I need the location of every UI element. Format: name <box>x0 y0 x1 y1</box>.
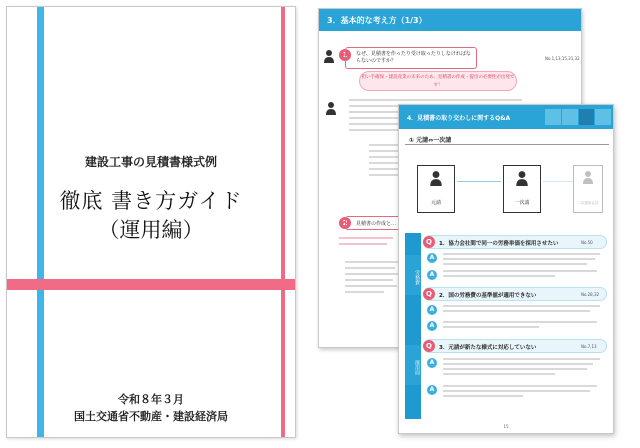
q-icon: Q <box>423 288 435 300</box>
a-icon: A <box>427 385 437 395</box>
person-icon <box>582 170 594 184</box>
body-text-block <box>339 237 399 249</box>
chapter-tabs <box>545 109 611 125</box>
a-icon: A <box>427 253 437 263</box>
flow-arrow <box>543 181 573 182</box>
answer-text <box>443 385 603 400</box>
page-a-header: 3．基本的な考え方（1/3） <box>319 9 581 31</box>
cover-title: 徹底 書き方ガイド <box>59 189 243 213</box>
contract-flow-diagram <box>413 157 603 213</box>
person-icon <box>325 101 337 115</box>
person-icon <box>515 170 529 186</box>
question-number-badge: 2 <box>339 217 351 229</box>
question-reference: No.50 <box>581 240 593 245</box>
side-tab-labor-cost: 労務費 <box>405 255 421 295</box>
section-divider <box>405 144 609 145</box>
a-icon: A <box>427 321 437 331</box>
a-icon: A <box>427 358 437 368</box>
q-icon: Q <box>423 340 435 352</box>
body-text-block <box>345 261 401 297</box>
subcontractor-box: 一次請 <box>503 165 541 213</box>
person-icon <box>429 170 443 186</box>
question-reference: No.28,32 <box>581 292 600 297</box>
cover-subtitle: 建設工事の見積書様式例 <box>84 155 217 169</box>
cover-pink-horizontal-stripe <box>7 279 295 290</box>
answer-text <box>443 270 603 280</box>
cover-title-sub: （運用編） <box>98 218 204 242</box>
qa-page <box>398 104 614 434</box>
page-number: 15 <box>503 424 509 429</box>
cover-organization: 国土交通省不動産・建設経済局 <box>74 410 228 423</box>
cover-page <box>6 6 296 438</box>
question-text: 3．元請が新たな様式に対応していない <box>439 345 537 351</box>
question-text: 1．協力会社間で同一の労務単価を採用させたい <box>439 241 559 247</box>
answer-text <box>443 321 603 331</box>
answer-text <box>443 305 603 315</box>
question-text: 2．国の労務費の基準値が適用できない <box>439 293 537 299</box>
second-tier-box: 二次請負会社 <box>573 165 603 213</box>
question-box: なぜ、見積書を作ったり受け取ったりしなければならないのですか？ <box>345 47 477 69</box>
side-tab-operation: 運用面 <box>405 345 421 385</box>
answer-highlight-band: 担い手確保・建設産業の未来のため、見積書の作成・提出の必要性が出発です！ <box>359 71 517 91</box>
section-title: ① 元請⇔一次請 <box>409 137 452 144</box>
page-b-header: 4．見積書の取り交わしに関するQ&A <box>399 105 613 129</box>
answer-text <box>443 253 603 268</box>
question-reference: No.1,13,15,31,32 <box>545 56 580 61</box>
prime-contractor-box: 元請 <box>417 165 455 213</box>
q-icon: Q <box>423 236 435 248</box>
question-reference: No.7,13 <box>581 344 597 349</box>
a-icon: A <box>427 270 437 280</box>
answer-text <box>443 358 603 378</box>
cover-date: 令和８年３月 <box>118 393 184 406</box>
flow-arrow <box>457 181 501 182</box>
question-number-badge: 1 <box>339 49 351 61</box>
a-icon: A <box>427 305 437 315</box>
question-box: 見積書の作成と… <box>345 216 425 230</box>
person-icon <box>323 49 335 63</box>
